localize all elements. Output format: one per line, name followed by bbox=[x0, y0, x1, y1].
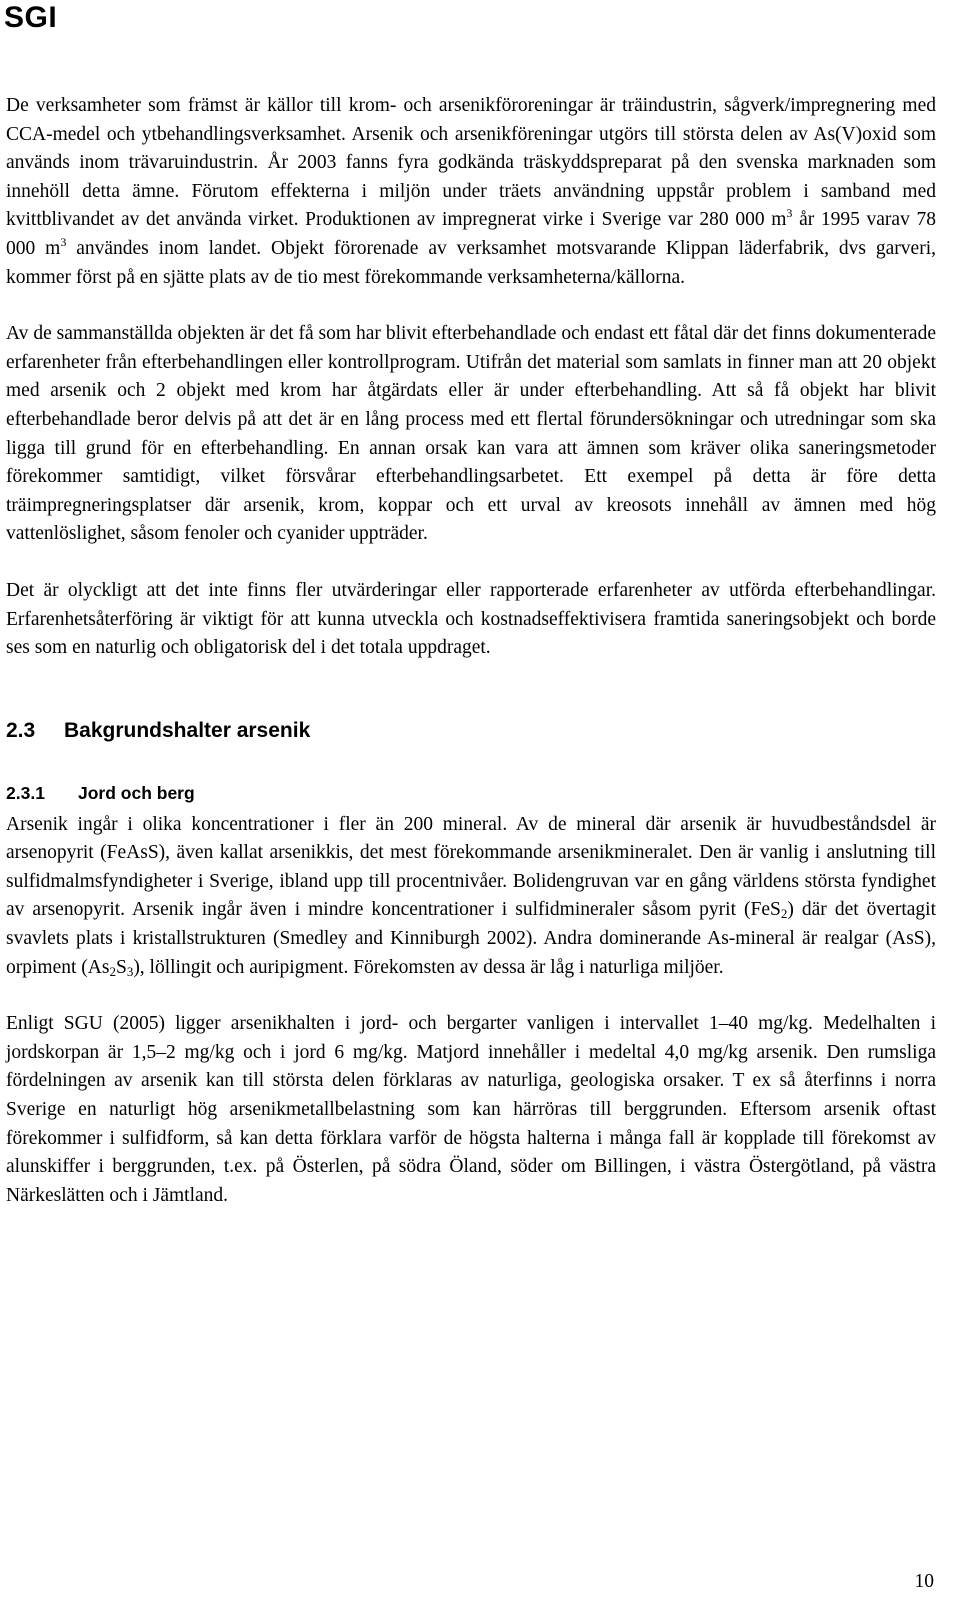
paragraph-text: ) där det övertagit svavlets plats i kristallstrukturen (Smedley and Kinniburgh 2002). Andra dominerande As-mineral är realgar (AsS), orpiment (As bbox=[6, 899, 936, 978]
document-body bbox=[6, 92, 936, 1210]
paragraph-wood-industry bbox=[6, 92, 936, 292]
subscript: 2 bbox=[109, 963, 116, 979]
subscript: 3 bbox=[126, 963, 134, 979]
subscript: 2 bbox=[780, 906, 788, 922]
paragraph-text: De verksamheter som främst är källor till krom- och arsenikföroreningar är träindustrin, sågverk/impregnering med CCA-medel och ytbehandlingsverksamhet. Arsenik och arsenikföreningar utgörs till största delen av As(V)oxid som används inom trävaruindustrin. År 2003 fanns fyra godkända träskyddspreparat på den svenska marknaden som innehöll detta ämne. Förutom effekterna i miljön under träets användning uppstår problem i samband med kvittblivandet av det använda virket. Produktionen av impregnerat virke i Sverige var 280 000 m bbox=[6, 95, 936, 231]
superscript: 3 bbox=[60, 234, 67, 249]
paragraph-text: Arsenik ingår i olika koncentrationer i fler än 200 mineral. Av de mineral där arsenik är huvudbeståndsdel är arsenopyrit (FeAsS), även kallat arsenikkis, det mest förekommande arsenikmineralet. Den är vanlig i anslutning till sulfidmalmsfyndigheter i Sverige, ibland upp till procentnivåer. Bolidengruvan var en gång världens största fyndighet av arsenopyrit. Arsenik ingår även i mindre koncentrationer i sulfidmineraler såsom pyrit (FeS bbox=[6, 813, 936, 921]
section-number: 2.3 bbox=[6, 718, 36, 742]
paragraph-text: användes inom landet. Objekt förorenade av verksamhet motsvarande Klippan läderfabrik, dvs garveri, kommer först på en sjätte plats av de tio mest förekommande verksamheterna/källorna. bbox=[6, 237, 936, 288]
paragraph-text: ), löllingit och auripigment. Förekomsten av dessa är låg i naturliga miljöer. bbox=[133, 956, 724, 978]
paragraph-remediation-objects: Av de sammanställda objekten är det få som har blivit efterbehandlade och endast ett fåtal där det finns dokumenterade erfarenheter från efterbehandlingen eller kontrollprogram. Utifrån det material som samlats in finner man att 20 objekt med arsenik och 2 objekt med krom har åtgärdats eller är under efterbehandling. Att så få objekt har blivit efterbehandlade beror delvis på att det är en lång process med ett flertal förundersökningar och utredningar som ska ligga till grund för en efterbehandling. En annan orsak kan vara att ämnen som kräver olika saneringsmetoder förekommer samtidigt, vilket försvårar efterbehandlingsarbetet. Ett exempel på detta är före detta träimpregneringsplatser där arsenik, krom, koppar och ett urval av kreosots innehåll av ämnen med hög vattenlöslighet, såsom fenoler och cyanider uppträder. bbox=[6, 323, 936, 545]
subsection-title: Jord och berg bbox=[78, 782, 195, 803]
section-title: Bakgrundshalter arsenik bbox=[64, 718, 311, 742]
page-number: 10 bbox=[914, 1571, 934, 1592]
section-heading bbox=[6, 717, 936, 745]
paragraph-evaluations: Det är olyckligt att det inte finns fler utvärderingar eller rapporterade erfarenheter av utförda efterbehandlingar. Erfarenhetsåterföring är viktigt för att kunna utveckla och kostnadseffektivisera framtida saneringsobjekt och borde ses som en naturlig och obligatorisk del i det totala uppdraget. bbox=[6, 579, 936, 659]
paragraph-text: S bbox=[115, 956, 127, 978]
subsection-heading bbox=[6, 781, 936, 805]
paragraph-sgu-levels: Enligt SGU (2005) ligger arsenikhalten i jord- och bergarter vanligen i intervallet 1–40 mg/kg. Medelhalten i jordskorpan är 1,5–2 mg/kg och i jord 6 mg/kg. Matjord innehåller i medeltal 4,0 mg/kg arsenik. Den rumsliga fördelningen av arsenik kan till största delen förklaras av naturliga, geologiska orsaker. T ex så återfinns i norra Sverige en naturligt hög arsenikmetallbelastning som kan härröras till berggrunden. Eftersom arsenik oftast förekommer i sulfidform, så kan detta förklara varför de högsta halterna i många fall är kopplade till förekomst av alunskiffer i berggrunden, t.ex. på Österlen, på södra Öland, söder om Billingen, i västra Östergötland, på västra Närkeslätten och i Jämtland. bbox=[6, 1013, 936, 1206]
sgi-logo: SGI bbox=[4, 1, 58, 34]
subsection-number: 2.3.1 bbox=[6, 782, 45, 803]
superscript: 3 bbox=[786, 206, 793, 221]
paragraph-arsenic-minerals bbox=[6, 811, 936, 983]
paragraph-text: år 1995 varav 78 000 m bbox=[6, 209, 936, 259]
